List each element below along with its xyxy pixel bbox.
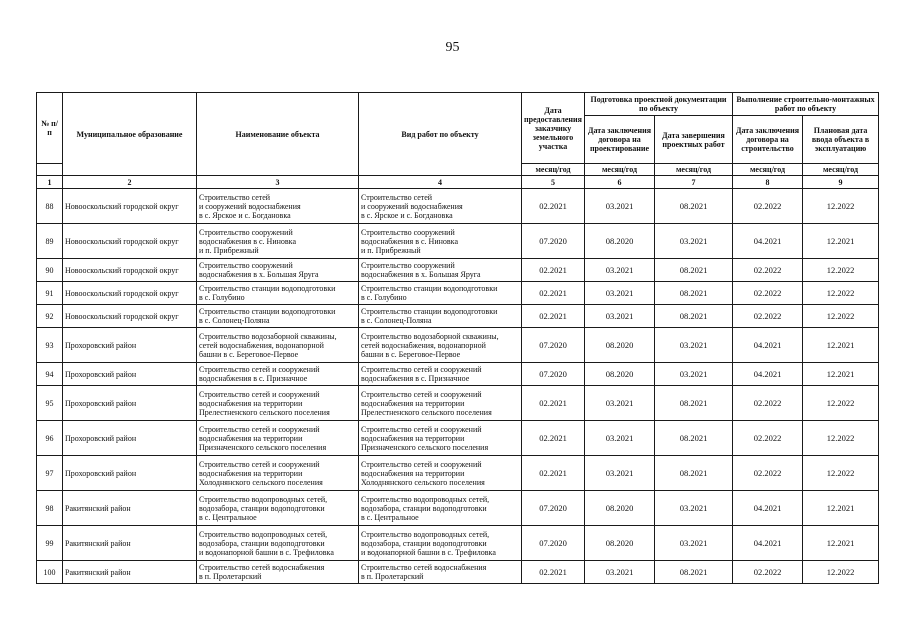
municipality-cell: Новооскольский городской округ [63, 189, 197, 224]
work-type-cell: Строительство сетей водоснабжения в п. Пролетарский [361, 563, 487, 581]
row-number: 89 [37, 224, 63, 259]
planned-date-cell: 12.2021 [803, 526, 879, 561]
design-contract-cell: 08.2020 [585, 224, 655, 259]
design-contract-cell: 03.2021 [585, 456, 655, 491]
municipality-cell: Новооскольский городской округ [63, 224, 197, 259]
object-name-cell: Строительство сетей и сооружений водоснабжения на территории Призначенского сельского поселения [199, 424, 327, 452]
design-contract-cell: 08.2020 [585, 363, 655, 386]
design-contract-cell: 03.2021 [585, 561, 655, 584]
work-type-cell: Строительство сетей и сооружений водоснабжения на территории Холоднянского сельского поселения [361, 459, 485, 487]
header-unit-design-done: месяц/год [655, 164, 733, 176]
table-row [37, 189, 879, 224]
design-contract-cell: 08.2020 [585, 328, 655, 363]
design-done-cell: 08.2021 [655, 282, 733, 305]
header-work-type: Вид работ по объекту [359, 93, 522, 176]
work-type-cell: Строительство водопроводных сетей, водозабора, станции водоподготовки и водонапорной башни в с. Трефиловка [361, 529, 496, 557]
row-number: 95 [37, 386, 63, 421]
municipality-cell: Новооскольский городской округ [63, 259, 197, 282]
header-object-name: Наименование объекта [197, 93, 359, 176]
column-number: 7 [655, 176, 733, 189]
object-name-cell: Строительство сетей и сооружений водоснабжения в с. Ярское и с. Богдановка [199, 192, 301, 220]
work-type-cell: Строительство сетей и сооружений водоснабжения на территории Призначенского сельского поселения [361, 424, 489, 452]
object-name-cell: Строительство сооружений водоснабжения в х. Большая Яруга [199, 261, 319, 279]
table-row [37, 259, 879, 282]
municipality-cell: Прохоровский район [63, 456, 197, 491]
design-contract-cell: 03.2021 [585, 305, 655, 328]
work-type-cell: Строительство водопроводных сетей, водозабора, станции водоподготовки в с. Центральное [361, 494, 490, 522]
table-row [37, 421, 879, 456]
land-date-cell: 02.2021 [522, 386, 585, 421]
row-number: 97 [37, 456, 63, 491]
object-name-cell: Строительство сетей и сооружений водоснабжения в с. Призначное [199, 365, 320, 383]
design-done-cell: 08.2021 [655, 456, 733, 491]
design-contract-cell: 03.2021 [585, 386, 655, 421]
object-name-cell: Строительство водозаборной скважины, сетей водоснабжения, водонапорной башни в с. Береговое-Первое [199, 331, 337, 359]
row-number: 98 [37, 491, 63, 526]
object-name-cell: Строительство сооружений водоснабжения в с. Ниновка и п. Прибрежный [199, 227, 296, 255]
land-date-cell: 02.2021 [522, 189, 585, 224]
design-contract-cell: 03.2021 [585, 189, 655, 224]
object-name-cell: Строительство станции водоподготовки в с. Солонец-Поляна [199, 307, 336, 325]
design-done-cell: 03.2021 [655, 328, 733, 363]
planned-date-cell: 12.2022 [803, 421, 879, 456]
design-done-cell: 03.2021 [655, 363, 733, 386]
table-row [37, 456, 879, 491]
work-type-cell: Строительство сооружений водоснабжения в с. Ниновка и п. Прибрежный [361, 227, 458, 255]
design-done-cell: 08.2021 [655, 259, 733, 282]
object-name-cell: Строительство водопроводных сетей, водозабора, станции водоподготовки в с. Центральное [199, 494, 328, 522]
work-type-cell: Строительство водозаборной скважины, сетей водоснабжения, водонапорной башни в с. Береговое-Первое [361, 331, 499, 359]
constr-contract-cell: 02.2022 [733, 189, 803, 224]
constr-contract-cell: 04.2021 [733, 328, 803, 363]
land-date-cell: 02.2021 [522, 259, 585, 282]
header-num: № п/п [37, 93, 63, 164]
column-number: 1 [37, 176, 63, 189]
column-number: 4 [359, 176, 522, 189]
constr-contract-cell: 02.2022 [733, 561, 803, 584]
planned-date-cell: 12.2022 [803, 561, 879, 584]
work-type-cell: Строительство сетей и сооружений водоснабжения на территории Прелестненского сельского поселения [361, 389, 492, 417]
constr-contract-cell: 04.2021 [733, 526, 803, 561]
design-contract-cell: 03.2021 [585, 282, 655, 305]
row-number: 100 [37, 561, 63, 584]
work-type-cell: Строительство станции водоподготовки в с. Солонец-Поляна [361, 307, 498, 325]
constr-contract-cell: 02.2022 [733, 305, 803, 328]
municipality-cell: Новооскольский городской округ [63, 282, 197, 305]
constr-contract-cell: 02.2022 [733, 421, 803, 456]
table-row [37, 526, 879, 561]
work-type-cell: Строительство сетей и сооружений водоснабжения в с. Ярское и с. Богдановка [361, 192, 463, 220]
design-done-cell: 08.2021 [655, 189, 733, 224]
constr-contract-cell: 04.2021 [733, 491, 803, 526]
planned-date-cell: 12.2022 [803, 456, 879, 491]
column-number: 6 [585, 176, 655, 189]
municipality-cell: Прохоровский район [63, 328, 197, 363]
design-contract-cell: 03.2021 [585, 421, 655, 456]
row-number: 88 [37, 189, 63, 224]
municipality-cell: Ракитянский район [63, 526, 197, 561]
design-done-cell: 08.2021 [655, 561, 733, 584]
header-municipality: Муниципальное образование [63, 93, 197, 176]
header-design-done: Дата завершения проектных работ [655, 116, 733, 164]
design-done-cell: 03.2021 [655, 526, 733, 561]
planned-date-cell: 12.2022 [803, 259, 879, 282]
row-number: 92 [37, 305, 63, 328]
design-done-cell: 08.2021 [655, 421, 733, 456]
constr-contract-cell: 04.2021 [733, 224, 803, 259]
municipality-cell: Ракитянский район [63, 491, 197, 526]
object-name-cell: Строительство водопроводных сетей, водозабора, станции водоподготовки и водонапорной башни в с. Трефиловка [199, 529, 334, 557]
object-schedule-table [36, 92, 879, 584]
object-name-cell: Строительство сетей и сооружений водоснабжения на территории Прелестненского сельского поселения [199, 389, 330, 417]
table-row [37, 386, 879, 421]
land-date-cell: 07.2020 [522, 526, 585, 561]
header-unit-land: месяц/год [522, 164, 585, 176]
land-date-cell: 02.2021 [522, 282, 585, 305]
header-planned-date: Плановая дата ввода объекта в эксплуатацию [803, 116, 879, 164]
municipality-cell: Прохоровский район [63, 363, 197, 386]
land-date-cell: 02.2021 [522, 305, 585, 328]
planned-date-cell: 12.2022 [803, 386, 879, 421]
table-row [37, 561, 879, 584]
row-number: 91 [37, 282, 63, 305]
row-number: 94 [37, 363, 63, 386]
header-unit-design-contract: месяц/год [585, 164, 655, 176]
table-row [37, 491, 879, 526]
constr-contract-cell: 04.2021 [733, 363, 803, 386]
land-date-cell: 07.2020 [522, 491, 585, 526]
work-type-cell: Строительство сооружений водоснабжения в х. Большая Яруга [361, 261, 481, 279]
header-construction-group: Выполнение строительно-монтажных работ по объекту [733, 93, 879, 116]
land-date-cell: 02.2021 [522, 456, 585, 491]
land-date-cell: 07.2020 [522, 328, 585, 363]
header-constr-contract: Дата заключения договора на строительство [733, 116, 803, 164]
planned-date-cell: 12.2021 [803, 491, 879, 526]
table-row [37, 224, 879, 259]
page-number: 95 [445, 40, 460, 55]
municipality-cell: Прохоровский район [63, 386, 197, 421]
constr-contract-cell: 02.2022 [733, 456, 803, 491]
header-num-blank [37, 164, 63, 176]
municipality-cell: Ракитянский район [63, 561, 197, 584]
work-type-cell: Строительство сетей и сооружений водоснабжения в с. Призначное [361, 365, 482, 383]
planned-date-cell: 12.2021 [803, 363, 879, 386]
row-number: 99 [37, 526, 63, 561]
column-number: 8 [733, 176, 803, 189]
object-name-cell: Строительство станции водоподготовки в с. Голубино [199, 284, 336, 302]
land-date-cell: 02.2021 [522, 561, 585, 584]
land-date-cell: 07.2020 [522, 224, 585, 259]
planned-date-cell: 12.2022 [803, 189, 879, 224]
constr-contract-cell: 02.2022 [733, 259, 803, 282]
header-design-group: Подготовка проектной документации по объекту [585, 93, 733, 116]
column-number: 9 [803, 176, 879, 189]
header-unit-planned: месяц/год [803, 164, 879, 176]
planned-date-cell: 12.2022 [803, 282, 879, 305]
land-date-cell: 07.2020 [522, 363, 585, 386]
planned-date-cell: 12.2022 [803, 305, 879, 328]
planned-date-cell: 12.2021 [803, 328, 879, 363]
object-name-cell: Строительство сетей водоснабжения в п. Пролетарский [199, 563, 325, 581]
design-done-cell: 08.2021 [655, 305, 733, 328]
design-done-cell: 03.2021 [655, 491, 733, 526]
header-unit-constr-contract: месяц/год [733, 164, 803, 176]
design-contract-cell: 08.2020 [585, 526, 655, 561]
design-done-cell: 03.2021 [655, 224, 733, 259]
header-land-date: Дата предоставления заказчику земельного участка [522, 93, 585, 164]
column-number: 5 [522, 176, 585, 189]
column-number: 3 [197, 176, 359, 189]
constr-contract-cell: 02.2022 [733, 282, 803, 305]
table-row [37, 363, 879, 386]
table-row [37, 282, 879, 305]
planned-date-cell: 12.2021 [803, 224, 879, 259]
constr-contract-cell: 02.2022 [733, 386, 803, 421]
object-schedule-table-wrap [36, 92, 878, 584]
row-number: 96 [37, 421, 63, 456]
design-contract-cell: 08.2020 [585, 491, 655, 526]
work-type-cell: Строительство станции водоподготовки в с. Голубино [361, 284, 498, 302]
row-number: 90 [37, 259, 63, 282]
row-number: 93 [37, 328, 63, 363]
design-contract-cell: 03.2021 [585, 259, 655, 282]
table-row [37, 305, 879, 328]
header-design-contract: Дата заключения договора на проектирование [585, 116, 655, 164]
table-row [37, 328, 879, 363]
land-date-cell: 02.2021 [522, 421, 585, 456]
municipality-cell: Прохоровский район [63, 421, 197, 456]
design-done-cell: 08.2021 [655, 386, 733, 421]
object-name-cell: Строительство сетей и сооружений водоснабжения на территории Холоднянского сельского поселения [199, 459, 323, 487]
column-number: 2 [63, 176, 197, 189]
municipality-cell: Новооскольский городской округ [63, 305, 197, 328]
